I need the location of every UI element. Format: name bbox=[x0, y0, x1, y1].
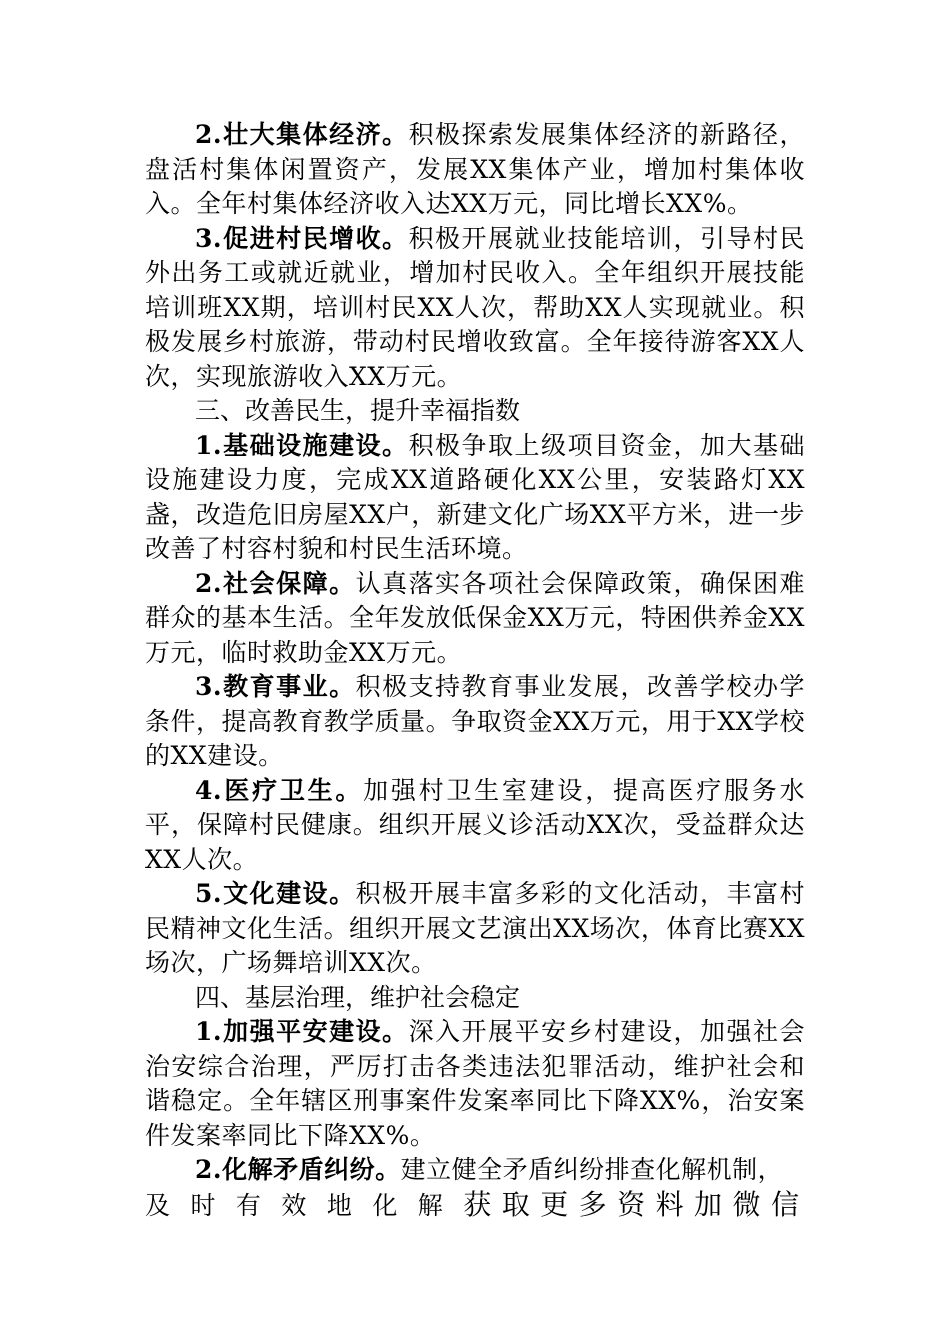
paragraph bbox=[145, 567, 805, 671]
paragraph bbox=[145, 222, 805, 395]
document-body bbox=[145, 118, 805, 1223]
paragraph-lead: 2.化解矛盾纠纷。 bbox=[195, 1155, 401, 1184]
paragraph bbox=[145, 670, 805, 774]
final-paragraph bbox=[145, 1153, 805, 1188]
paragraph bbox=[145, 429, 805, 567]
paragraph-text: 积极开展就业技能培训，引导村民外出务工或就近就业，增加村民收入。全年组织开展技能培训班XX期，培训村民XX人次，帮助XX人实现就业。积极发展乡村旅游，带动村民增收致富。全年接待游客XX人次，实现旅游收入XX万元。 bbox=[145, 223, 805, 391]
paragraph-lead: 3.教育事业。 bbox=[195, 672, 356, 701]
paragraph-text: 积极支持教育事业发展，改善学校办学条件，提高教育教学质量。争取资金XX万元，用于XX学校的XX建设。 bbox=[145, 672, 805, 770]
paragraph-lead: 5.文化建设。 bbox=[195, 879, 356, 908]
paragraph-text: 建立健全矛盾纠纷排查化解机制， bbox=[400, 1155, 784, 1184]
paragraph bbox=[145, 774, 805, 878]
paragraph-lead: 3.促进村民增收。 bbox=[195, 223, 409, 253]
paragraph-text: 及时有效地化解 bbox=[145, 1190, 464, 1220]
paragraph bbox=[145, 1015, 805, 1153]
paragraph-text: 积极开展丰富多彩的文化活动，丰富村民精神文化生活。组织开展文艺演出XX场次，体育比赛XX场次，广场舞培训XX次。 bbox=[145, 879, 805, 977]
paragraph-text: 积极探索发展集体经济的新路径，盘活村集体闲置资产，发展XX集体产业，增加村集体收入。全年村集体经济收入达XX万元，同比增长XX%。 bbox=[145, 120, 805, 218]
section-heading: 四、基层治理，维护社会稳定 bbox=[195, 982, 521, 1012]
paragraph-text: 加强村卫生室建设，提高医疗服务水平，保障村民健康。组织开展义诊活动XX次，受益群众达XX人次。 bbox=[145, 775, 805, 874]
paragraph-text: 认真落实各项社会保障政策，确保困难群众的基本生活。全年发放低保金XX万元，特困供养金XX万元，临时救助金XX万元。 bbox=[145, 568, 805, 667]
paragraph bbox=[145, 118, 805, 222]
section-heading: 三、改善民生，提升幸福指数 bbox=[195, 396, 521, 425]
paragraph-lead: 1.加强平安建设。 bbox=[195, 1017, 409, 1046]
paragraph bbox=[145, 877, 805, 981]
paragraph-lead: 4.医疗卫生。 bbox=[195, 775, 364, 805]
paragraph-list bbox=[145, 118, 805, 1153]
final-paragraph-continued bbox=[145, 1188, 805, 1224]
paragraph-text: 积极争取上级项目资金，加大基础设施建设力度，完成XX道路硬化XX公里，安装路灯XX盏，改造危旧房屋XX户，新建文化广场XX平方米，进一步改善了村容村貌和村民生活环境。 bbox=[145, 430, 805, 563]
paragraph-lead: 2.社会保障。 bbox=[195, 568, 356, 598]
paragraph-lead: 1.基础设施建设。 bbox=[195, 430, 409, 460]
paragraph-text: 深入开展平安乡村建设，加强社会治安综合治理，严厉打击各类违法犯罪活动，维护社会和谐稳定。全年辖区刑事案件发案率同比下降XX%，治安案件发案率同比下降XX%。 bbox=[145, 1017, 805, 1150]
wechat-promo-text: 获取更多资料加微信 bbox=[463, 1187, 805, 1221]
paragraph-lead: 2.壮大集体经济。 bbox=[195, 120, 409, 149]
